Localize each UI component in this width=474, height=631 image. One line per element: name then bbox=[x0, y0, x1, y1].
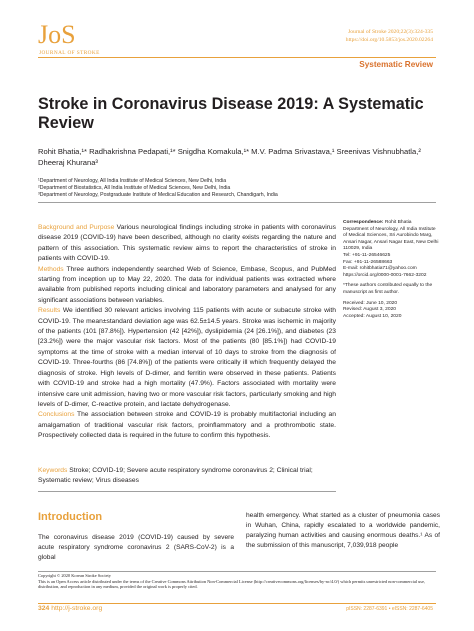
fax: Fax: +91-11-26588663 bbox=[343, 259, 393, 265]
journal-citation bbox=[346, 28, 433, 44]
correspondence-address: Department of Neurology, All India Institute of Medical Sciences, Sri Aurobindo Marg, Ansari Nagar, Ansari Nagar East, New Delhi 110029, India bbox=[343, 226, 439, 252]
introduction-heading: Introduction bbox=[38, 511, 103, 523]
article-title: Stroke in Coronavirus Disease 2019: A Systematic Review bbox=[38, 95, 424, 132]
license-text: This is an Open Access article distributed under the terms of the Creative Commons Attribution Non-Commercial License (http://creativecommons.org/licenses/by-nc/4.0/) which permits unrestricted non-commercial use, distribution, and reproduction in any medium, provided the original work is properly cited. bbox=[38, 578, 426, 590]
affiliation-rule bbox=[38, 202, 436, 203]
conclusions-text: The association between stroke and COVID-19 is probably multifactorial including an amalgamation of traditional vascular risk factors, proinflammatory and a prothrombotic state. Prospectively collected data is required in the future to confirm this hypothesis. bbox=[38, 411, 336, 440]
background-text: Various neurological findings including stroke in patients with coronavirus disease 2019 (COVID-19) have been described, although no clarity exists regarding the nature and pattern of this association. This systematic review aims to report the characteristics of stroke in patients with COVID-19. bbox=[38, 224, 336, 263]
footer-rule bbox=[38, 571, 436, 572]
telephone: Tel: +91-11-26546625 bbox=[343, 252, 391, 258]
site-link[interactable]: http://j-stroke.org bbox=[51, 605, 103, 612]
correspondence bbox=[343, 220, 439, 279]
affiliation-1: ¹Department of Neurology, All India Institute of Medical Sciences, New Delhi, India bbox=[38, 178, 227, 184]
dates bbox=[343, 301, 439, 321]
footer-license bbox=[38, 573, 438, 590]
bottom-rule bbox=[38, 603, 436, 604]
affiliations bbox=[38, 178, 448, 200]
affiliation-2: ²Department of Biostatistics, All India Institute of Medical Sciences, New Delhi, India bbox=[38, 185, 231, 192]
doi-link[interactable]: https://doi.org/10.5853/jos.2020.02264 bbox=[345, 37, 433, 43]
journal-logo-subtitle: JOURNAL OF STROKE bbox=[39, 50, 100, 56]
abstract-methods bbox=[38, 265, 336, 307]
accepted-date: Accepted: August 10, 2020 bbox=[343, 313, 402, 319]
abstract bbox=[38, 223, 336, 442]
equal-contribution-note: *These authors contributed equally to the manuscript as first author. bbox=[343, 283, 433, 295]
email-link[interactable]: E-mail: rohitbhatia71@yahoo.com bbox=[343, 266, 417, 272]
section-label: Systematic Review bbox=[359, 60, 433, 69]
conclusions-label: Conclusions bbox=[38, 411, 75, 419]
journal-ref: Journal of Stroke 2020;22(3):324-335 bbox=[348, 29, 433, 35]
copyright: Copyright © 2020 Korean Stroke Society bbox=[38, 573, 111, 578]
results-text: We identified 30 relevant articles involving 115 patients with acute or subacute stroke with COVID-19. The mean±standard deviation age was 62.5±14.5 years. Stroke was ischemic in majority of the patients (101 [87.8%]). Hypertension (42 [42%]), dyslipidemia (24 [26.1%]), and diabetes (23 [23.2%]) were the major vascular risk factors. Most of the patients (80 [85.1%]) had COVID-19 symptoms at the time of stroke with a median interval of 10 days to stroke from the diagnosis of COVID-19. Three-fourths (86 [74.8%]) of the patients were critically ill which frequently delayed the diagnosis of stroke. High levels of D-dimer, and ferritin were observed in these patients. Patients with COVID-19 and stroke had a high mortality (47.9%). Factors associated with mortality were intensive care unit admission, having two or more vascular risk factors, particularly smoking and high levels of D-dimer, C-reactive protein, and lactate dehydrogenase. bbox=[38, 307, 337, 408]
journal-logo: JoS bbox=[38, 20, 76, 49]
introduction-left-column: The coronavirus disease 2019 (COVID-19) caused by severe acute respiratory syndrome coronavirus 2 (SARS-CoV-2) is a global bbox=[38, 534, 234, 561]
methods-text: Three authors independently searched Web of Science, Embase, Scopus, and PubMed starting from inception up to May 22, 2020. The data for individual patients was extracted where available from published reports including clinical and laboratory parameters and analysed for any significant associations between variables. bbox=[38, 265, 336, 304]
revised-date: Revised: August 3, 2020 bbox=[343, 307, 397, 313]
abstract-conclusions bbox=[38, 410, 336, 441]
introduction-right-column: health emergency. What started as a cluster of pneumonia cases in Wuhan, China, rapidly escalated to a worldwide pandemic, paralyzing human activities and causing enormous deaths.¹ As of the submission of this manuscript, 7,039,918 people bbox=[246, 512, 440, 549]
keywords-text: Stroke; COVID-19; Severe acute respiratory syndrome coronavirus 2; Clinical trial; Systematic review; Virus diseases bbox=[38, 467, 313, 485]
background-label: Background and Purpose bbox=[38, 224, 115, 231]
page-number: 324 bbox=[38, 605, 50, 612]
abstract-rule bbox=[38, 491, 336, 492]
correspondence-name: Rohit Bhatia bbox=[384, 220, 412, 225]
header-rule bbox=[38, 57, 436, 58]
keywords bbox=[38, 466, 336, 487]
abstract-results bbox=[38, 306, 336, 410]
correspondence-label: Correspondence: bbox=[343, 220, 384, 225]
received-date: Received: June 10, 2020 bbox=[343, 300, 398, 306]
orcid-link[interactable]: https://orcid.org/0000-0001-7662-3202 bbox=[343, 272, 427, 278]
abstract-background bbox=[38, 223, 336, 265]
results-label: Results bbox=[38, 307, 61, 315]
issn: pISSN: 2287-6391 • eISSN: 2287-6405 bbox=[346, 606, 433, 612]
page-footer bbox=[38, 605, 102, 612]
methods-label: Methods bbox=[38, 265, 64, 273]
keywords-label: Keywords bbox=[38, 467, 68, 474]
affiliation-3: ³Department of Neurology, Postgraduate Institute of Medical Education and Research, Chandigarh, India bbox=[38, 192, 278, 199]
correspondence-panel bbox=[343, 220, 439, 324]
author-list: Rohit Bhatia,¹* Radhakrishna Pedapati,¹* Snigdha Komakula,¹* M.V. Padma Srivastava,¹ Sreenivas Vishnubhatla,² Dheeraj Khurana³ bbox=[38, 147, 421, 167]
